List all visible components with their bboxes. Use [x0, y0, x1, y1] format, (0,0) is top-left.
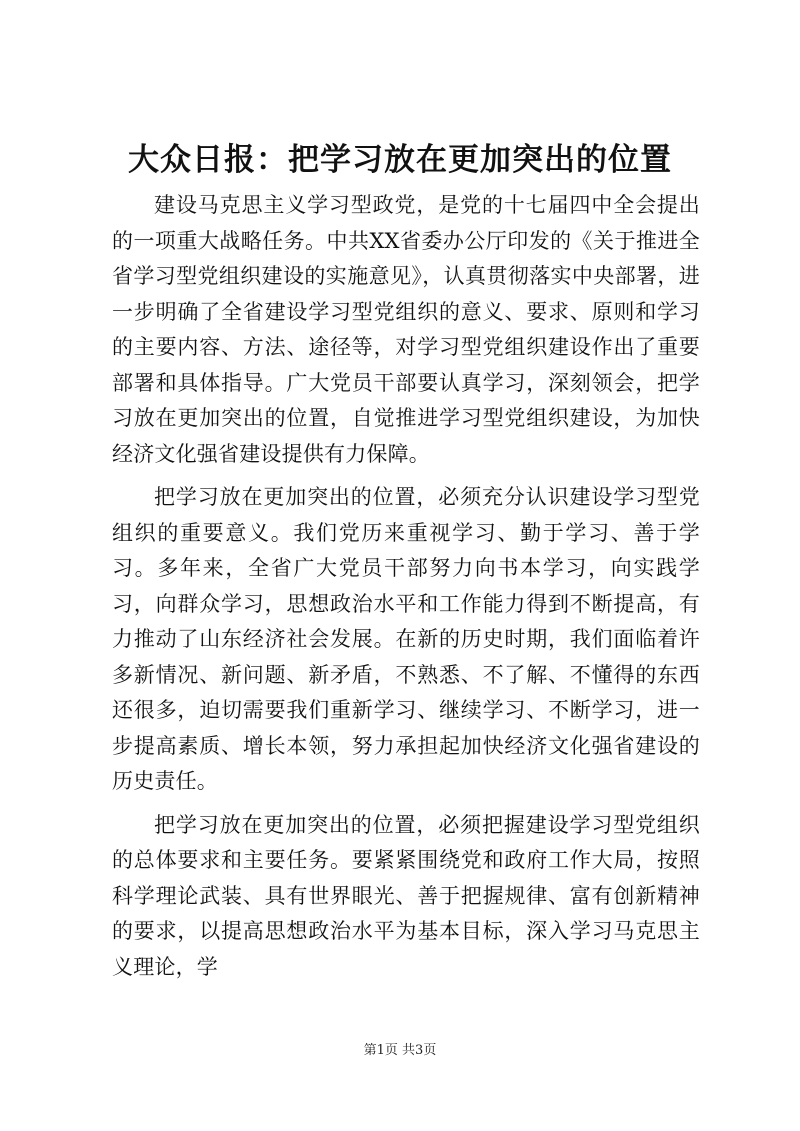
document-body — [112, 188, 700, 993]
paragraph-3: 把学习放在更加突出的位置，必须把握建设学习型党组织的总体要求和主要任务。要紧紧围绕党和政府工作大局，按照科学理论武装、具有世界眼光、善于把握规律、富有创新精神的要求，以提高思想政治水平为基本目标，深入学习马克思主义理论，学 — [112, 812, 700, 979]
document-title: 大众日报：把学习放在更加突出的位置 — [128, 142, 672, 178]
paragraph-2: 把学习放在更加突出的位置，必须充分认识建设学习型党组织的重要意义。我们党历来重视学习、勤于学习、善于学习。多年来，全省广大党员干部努力向书本学习，向实践学习，向群众学习，思想政治水平和工作能力得到不断提高，有力推动了山东经济社会发展。在新的历史时期，我们面临着许多新情况、新问题、新矛盾，不熟悉、不了解、不懂得的东西还很多，迫切需要我们重新学习、继续学习、不断学习，进一步提高素质、增长本领，努力承担起加快经济文化强省建设的历史责任。 — [112, 485, 700, 793]
paragraph-1: 建设马克思主义学习型政党，是党的十七届四中全会提出的一项重大战略任务。中共XX省委办公厅印发的《关于推进全省学习型党组织建设的实施意见》，认真贯彻落实中央部署，进一步明确了全省建设学习型党组织的意义、要求、原则和学习的主要内容、方法、途径等，对学习型党组织建设作出了重要部署和具体指导。广大党员干部要认真学习，深刻领会，把学习放在更加突出的位置，自觉推进学习型党组织建设，为加快经济文化强省建设提供有力保障。 — [112, 193, 700, 466]
page-footer: 第1页 共3页 — [363, 1043, 437, 1058]
